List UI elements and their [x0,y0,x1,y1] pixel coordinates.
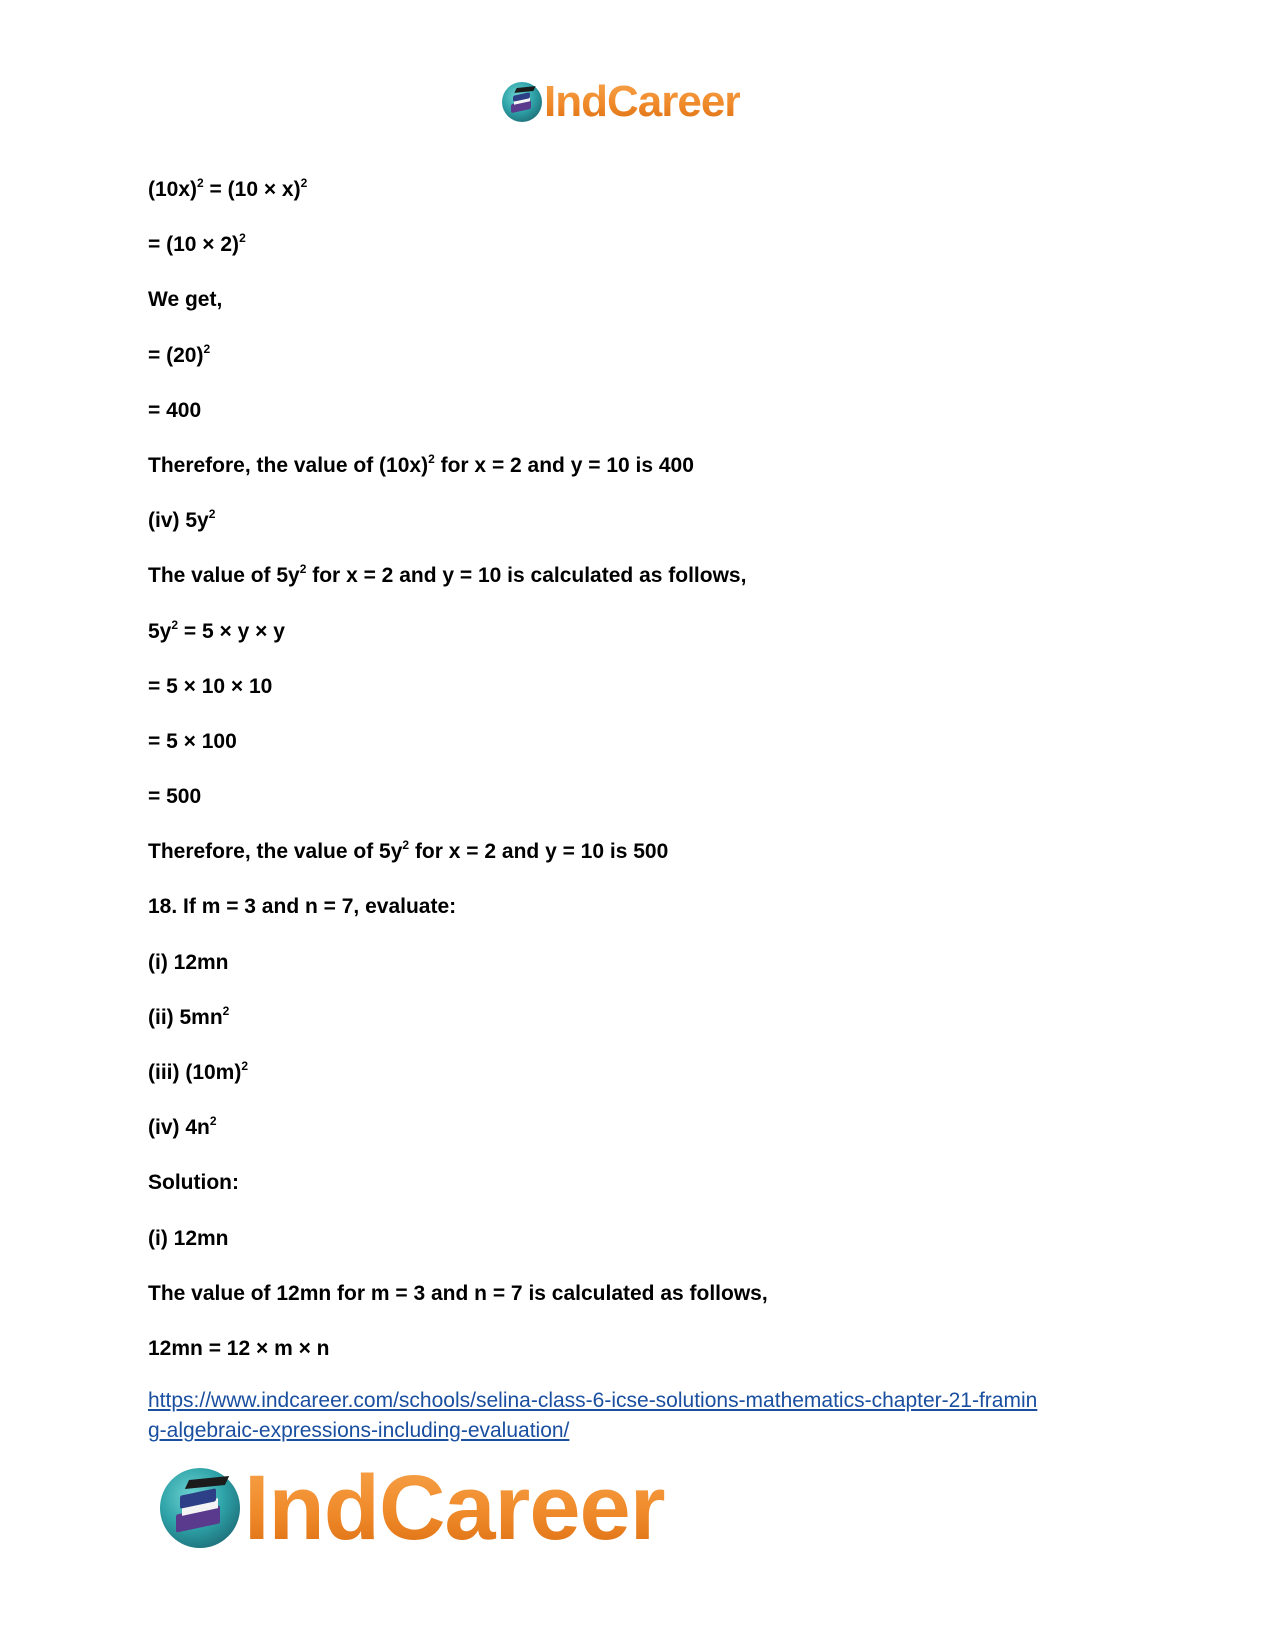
text-segment: (10x) [148,178,198,201]
footer-logo [160,1457,665,1559]
graduation-books-icon [160,1468,240,1548]
graduation-books-icon [502,82,542,122]
text-segment: = 400 [148,398,202,422]
text-line [148,1004,1128,1032]
superscript: 2 [171,617,179,632]
text-segment: 18. If m = 3 and n = 7, evaluate: [148,895,457,919]
logo-wordmark: IndCareer [244,1457,665,1559]
superscript: 2 [203,341,211,356]
superscript: 2 [428,451,435,466]
text-line [148,286,1128,314]
text-segment: = 500 [148,785,202,809]
text-segment: for x = 2 and y = 10 is 500 [409,840,669,864]
text-segment: 12mn = 12 × m × n [148,1336,330,1360]
text-line [148,1059,1128,1087]
text-segment: (i) 12mn [148,950,229,974]
text-line [148,342,1128,370]
text-line [148,949,1128,977]
text-segment: The value of 12mn for m = 3 and n = 7 is calculated as follows, [148,1281,768,1305]
source-url-link[interactable] [148,1386,1128,1446]
superscript: 2 [402,838,410,853]
text-line [148,176,1128,204]
superscript: 2 [222,1003,230,1018]
text-segment: = 5 × 100 [148,729,237,753]
superscript: 2 [241,1059,249,1073]
text-line [148,673,1128,701]
text-segment: Solution: [148,1171,239,1195]
superscript: 2 [209,1114,217,1129]
source-url-line-2[interactable]: g-algebraic-expressions-including-evaluation/ [148,1419,570,1442]
text-line [148,893,1128,921]
text-segment: = 5 × 10 × 10 [148,674,273,698]
text-segment: The value of 5y [148,564,300,588]
text-line [148,618,1128,646]
text-line [148,1169,1128,1197]
text-segment: (iii) (10m) [148,1061,242,1084]
text-segment: Therefore, the value of 5y [148,840,403,864]
text-segment: (iv) 5y [148,509,209,533]
text-line [148,1225,1128,1253]
text-line [148,1280,1128,1308]
text-line [148,838,1128,866]
header-logo [502,77,741,126]
text-segment: = (20) [148,343,204,367]
text-segment: (iv) 4n [148,1116,210,1140]
text-line [148,728,1128,756]
text-segment: = (10 × 2) [148,233,240,257]
superscript: 2 [239,231,246,246]
text-segment: (i) 12mn [148,1226,229,1250]
logo-wordmark: IndCareer [544,77,741,126]
text-segment: = (10 × x) [203,178,301,201]
superscript: 2 [300,176,308,190]
text-line [148,783,1128,811]
text-segment: We get, [148,288,223,312]
text-segment: Therefore, the value of (10x) [148,453,429,477]
superscript: 2 [197,176,204,190]
text-segment: = 5 × y × y [178,619,285,643]
superscript: 2 [299,562,307,577]
source-url-line-1[interactable]: https://www.indcareer.com/schools/selina-class-6-icse-solutions-mathematics-chapter-21-framin [148,1389,1038,1412]
text-line [148,1114,1128,1142]
superscript: 2 [208,507,216,522]
text-line [148,562,1128,590]
text-segment: 5y [148,619,172,643]
text-line [148,452,1128,480]
text-line [148,507,1128,535]
document-body [148,176,1128,1390]
text-line [148,397,1128,425]
text-segment: for x = 2 and y = 10 is calculated as follows, [306,564,747,588]
text-line [148,231,1128,259]
text-line [148,1335,1128,1363]
text-segment: (ii) 5mn [148,1005,223,1029]
text-segment: for x = 2 and y = 10 is 400 [434,453,694,477]
